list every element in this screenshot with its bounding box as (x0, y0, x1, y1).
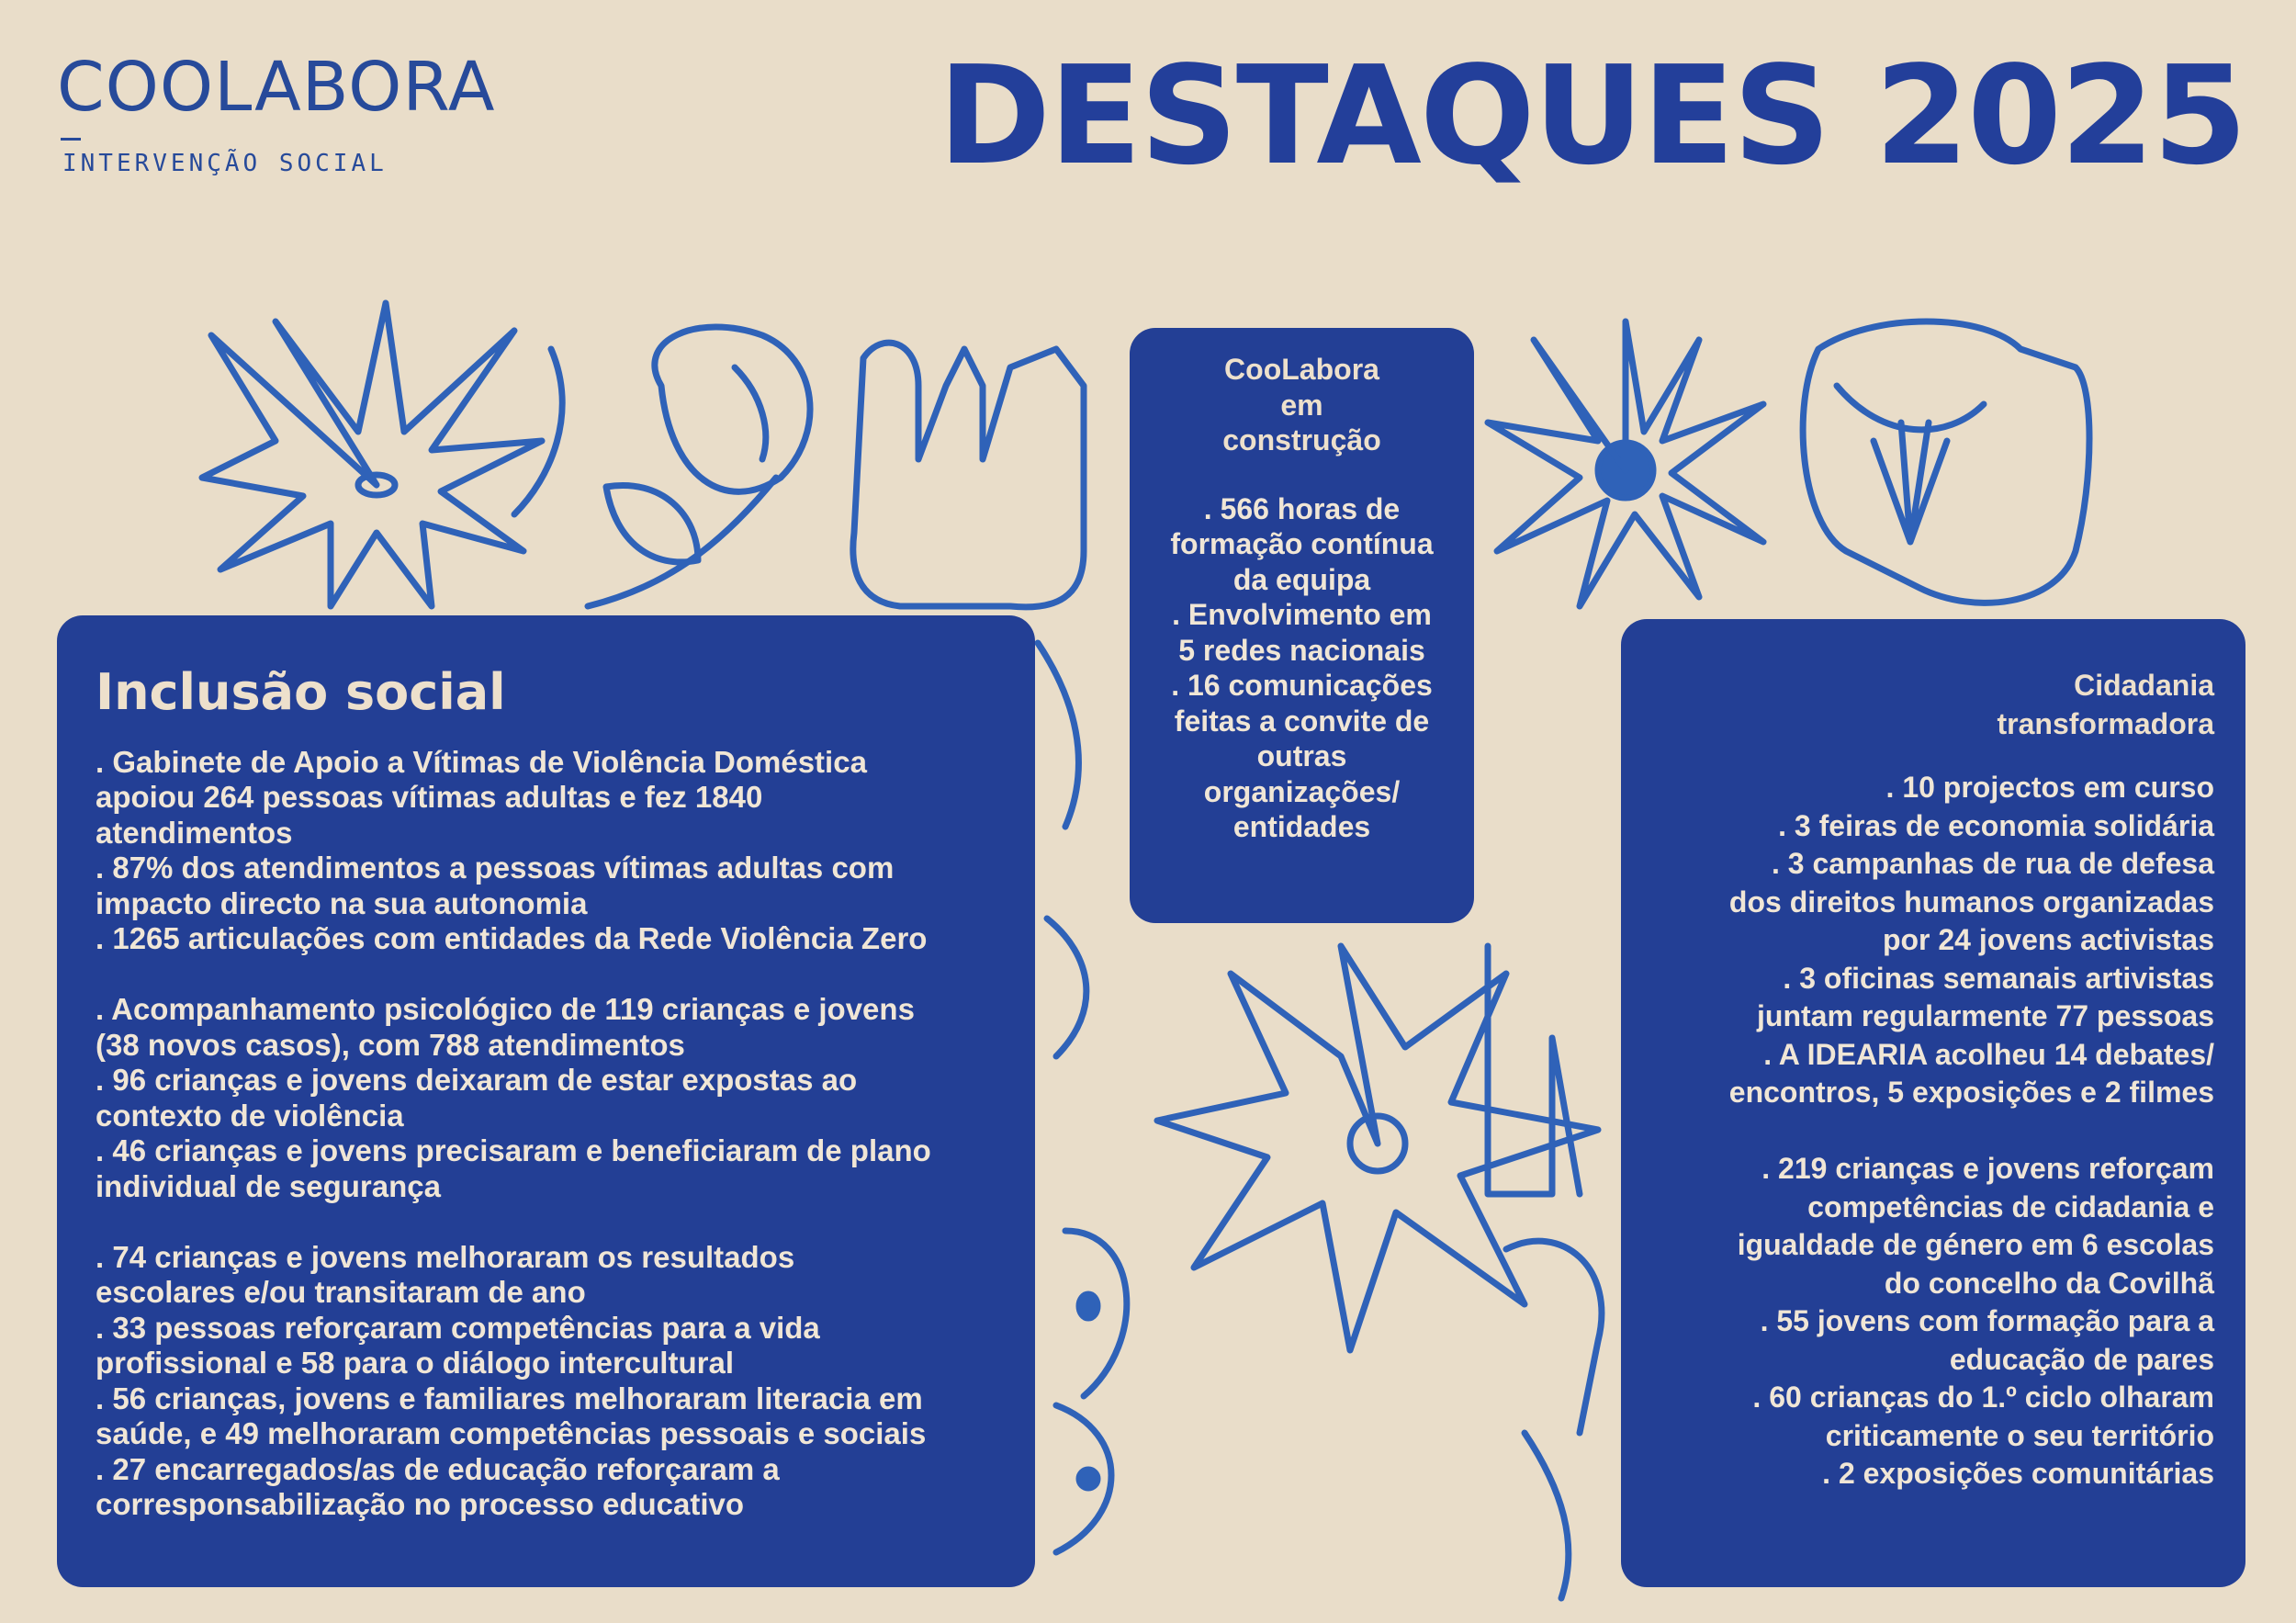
star-flower-icon (1157, 946, 1598, 1350)
panel-body: . 10 projectos em curso . 3 feiras de economia solidária . 3 campanhas de rua de defesa dos direitos humanos organizadas por 24 jovens activistas . 3 oficinas semanais artivistas juntam regularmente 77 pessoas . A IDEARIA acolheu 14 debates/ encontros, 5 exposições e 2 filmes . 219 crianças e jovens reforçam competências de cidadania e igualdade de género em 6 escolas do concelho da Covilhã . 55 jovens com formação para a educação de pares . 60 crianças do 1.º ciclo olharam criticamente o seu território . 2 exposições comunitárias (1728, 771, 2214, 1490)
page-title: DESTAQUES 2025 (938, 37, 2245, 195)
leaf-icon (1038, 643, 1127, 1552)
panel-body: . 566 horas de formação contínua da equipa . Envolvimento em 5 redes nacionais . 16 comunicações feitas a convite de outras organizações/ entidades (1170, 491, 1434, 843)
daisy-icon (1488, 321, 1763, 606)
logo-tagline: INTERVENÇÃO SOCIAL (62, 150, 388, 177)
panel-title: CooLabora em construção (1222, 353, 1381, 456)
logo-name: COOLABORA (57, 48, 496, 127)
poppy-icon (1803, 321, 2089, 603)
tulip-icon (514, 327, 810, 606)
panel-body: . Gabinete de Apoio a Vítimas de Violência Doméstica apoiou 264 pessoas vítimas adultas e fez 1840 atendimentos . 87% dos atendimentos a pessoas vítimas adultas com impacto directo na sua autonomia . 1265 articulações com entidades da Rede Violência Zero . Acompanhamento psicológico de 119 crianças e jovens (38 novos casos), com 788 atendimentos . 96 crianças e jovens deixaram de estar expostas ao contexto de violência . 46 crianças e jovens precisaram e beneficiaram de plano individual de segurança . 74 crianças e jovens melhoraram os resultados escolares e/ou transitaram de ano . 33 pessoas reforçaram competências para a vida profissional e 58 para o diálogo intercultural . 56 crianças, jovens e familiares melhoraram literacia em saúde, e 49 melhoraram competências pessoais e sociais . 27 encarregados/as de educação reforçaram a corresponsabilização no processo educativo (96, 744, 931, 1522)
coolabora-logo (57, 48, 496, 177)
panel-coolabora-em-construcao (1130, 328, 1474, 923)
panel-title: Cidadania transformadora (1997, 669, 2214, 740)
panel-inclusao-social (57, 615, 1035, 1587)
spiky-flower-icon (202, 303, 542, 606)
panel-title: Inclusão social (96, 663, 506, 721)
logo-rule (61, 138, 81, 141)
crown-shape-icon (853, 343, 1084, 607)
panel-cidadania-transformadora (1621, 619, 2245, 1587)
